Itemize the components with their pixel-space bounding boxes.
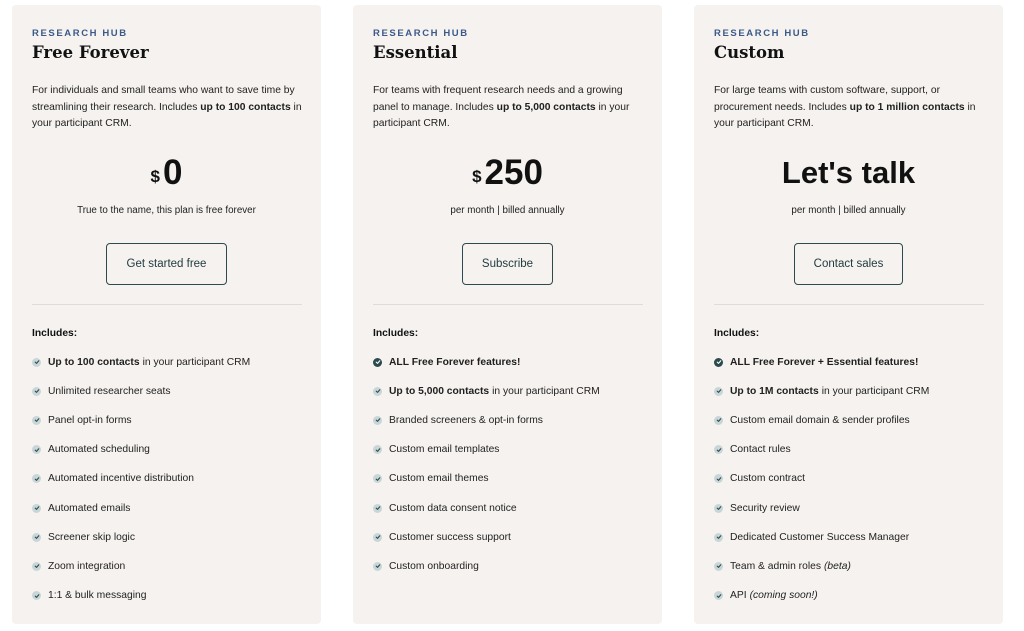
feature-item (32, 383, 170, 399)
plan-card-essential (353, 5, 662, 624)
divider (714, 304, 984, 305)
feature-item (373, 500, 517, 516)
feature-item (714, 442, 791, 458)
plan-description: For large teams with custom software, support, or procurement needs. Includes up to 1 million contacts in your participant CRM. (714, 85, 976, 129)
check-icon (373, 562, 382, 571)
feature-item (32, 442, 150, 458)
check-solid-icon (714, 358, 723, 367)
check-icon (32, 358, 41, 367)
feature-item (714, 412, 910, 428)
feature-item (373, 442, 499, 458)
check-icon (714, 474, 723, 483)
plan-name: Essential (373, 43, 458, 62)
feature-text: 1:1 & bulk messaging (48, 590, 147, 602)
plan-name: Custom (714, 43, 785, 62)
feature-text: Automated incentive distribution (48, 473, 194, 485)
check-icon (32, 591, 41, 600)
feature-item (714, 500, 800, 516)
feature-bold-text: Up to 5,000 contacts (389, 385, 490, 397)
feature-text: Customer success support (389, 531, 511, 543)
subscribe-button[interactable]: Subscribe (462, 243, 553, 285)
feature-text: Screener skip logic (48, 531, 135, 543)
feature-item (32, 588, 146, 604)
feature-text: Panel opt-in forms (48, 414, 132, 426)
feature-text: in your participant CRM (821, 385, 930, 397)
plan-description: For teams with frequent research needs and a growing panel to manage. Includes up to 5,000 contacts in your participant CRM. (373, 85, 630, 129)
plan-price (353, 151, 662, 195)
feature-item (373, 471, 489, 487)
feature-item (714, 558, 851, 574)
plan-price (694, 151, 1003, 195)
plan-eyebrow: RESEARCH HUB (373, 28, 469, 39)
check-icon (32, 562, 41, 571)
check-icon (714, 445, 723, 454)
feature-bold-text: Up to 1M contacts (730, 385, 819, 397)
check-icon (32, 474, 41, 483)
price-currency: $ (150, 167, 160, 186)
check-icon (373, 474, 382, 483)
divider (373, 304, 643, 305)
feature-text: Custom email themes (389, 473, 489, 485)
feature-text: Custom email templates (389, 444, 500, 456)
check-solid-icon (373, 358, 382, 367)
feature-item (714, 471, 805, 487)
check-icon (714, 533, 723, 542)
check-icon (32, 533, 41, 542)
feature-item (714, 354, 921, 370)
feature-bold-text: Up to 100 contacts (48, 356, 140, 368)
feature-item (714, 383, 929, 399)
feature-item (32, 500, 130, 516)
check-icon (373, 416, 382, 425)
feature-item (373, 529, 511, 545)
includes-label: Includes: (714, 328, 760, 339)
feature-item (373, 558, 479, 574)
check-icon (714, 416, 723, 425)
price-amount: 0 (163, 153, 183, 192)
check-icon (373, 445, 382, 454)
check-icon (714, 591, 723, 600)
price-currency: $ (472, 167, 482, 186)
check-icon (714, 504, 723, 513)
feature-item (32, 354, 250, 370)
check-icon (714, 562, 723, 571)
feature-text: Custom onboarding (389, 560, 479, 572)
check-icon (32, 387, 41, 396)
feature-item (32, 471, 194, 487)
feature-text: Automated scheduling (48, 444, 150, 456)
check-icon (32, 445, 41, 454)
feature-item (373, 354, 523, 370)
feature-text: Custom data consent notice (389, 502, 517, 514)
check-icon (32, 416, 41, 425)
feature-note: (beta) (824, 560, 851, 572)
feature-text: Dedicated Customer Success Manager (730, 531, 910, 543)
feature-text: API (730, 590, 747, 602)
price-subtext: per month | billed annually (791, 205, 906, 216)
plan-description: For individuals and small teams who want to save time by streamlining their research. Includes up to 100 contacts in your participant CRM. (32, 85, 302, 129)
plan-price (12, 151, 321, 195)
feature-text: in your participant CRM (142, 356, 251, 368)
price-amount: Let's talk (781, 155, 916, 190)
price-subtext: True to the name, this plan is free forever (77, 205, 256, 216)
plan-eyebrow: RESEARCH HUB (714, 28, 810, 39)
feature-bold-text: ALL Free Forever features! (389, 356, 521, 368)
feature-item (714, 529, 909, 545)
feature-text: Zoom integration (48, 560, 126, 572)
plan-card-custom (694, 5, 1003, 624)
feature-text: Custom contract (730, 473, 805, 485)
check-icon (373, 533, 382, 542)
feature-item (32, 529, 135, 545)
check-icon (714, 387, 723, 396)
feature-item (373, 412, 543, 428)
feature-bold-text: ALL Free Forever + Essential features! (730, 356, 919, 368)
check-icon (373, 387, 382, 396)
divider (32, 304, 302, 305)
feature-text: Contact rules (730, 444, 791, 456)
check-icon (373, 504, 382, 513)
feature-text: Branded screeners & opt-in forms (389, 414, 543, 426)
includes-label: Includes: (373, 328, 419, 339)
feature-item (32, 412, 132, 428)
feature-text: Automated emails (48, 502, 131, 514)
check-icon (32, 504, 41, 513)
feature-item (32, 558, 125, 574)
feature-text: Custom email domain & sender profiles (730, 414, 910, 426)
feature-text: Security review (730, 502, 800, 514)
get-started-free-button[interactable]: Get started free (106, 243, 227, 285)
price-amount: 250 (484, 153, 543, 192)
price-subtext: per month | billed annually (450, 205, 565, 216)
feature-item (373, 383, 600, 399)
plan-name: Free Forever (32, 43, 149, 62)
feature-item (714, 588, 818, 604)
feature-text: Team & admin roles (730, 560, 821, 572)
plan-card-free-forever (12, 5, 321, 624)
plan-eyebrow: RESEARCH HUB (32, 28, 128, 39)
contact-sales-button[interactable]: Contact sales (794, 243, 903, 285)
feature-note: (coming soon!) (749, 590, 818, 602)
feature-text: in your participant CRM (492, 385, 600, 397)
feature-text: Unlimited researcher seats (48, 385, 171, 397)
includes-label: Includes: (32, 328, 78, 339)
